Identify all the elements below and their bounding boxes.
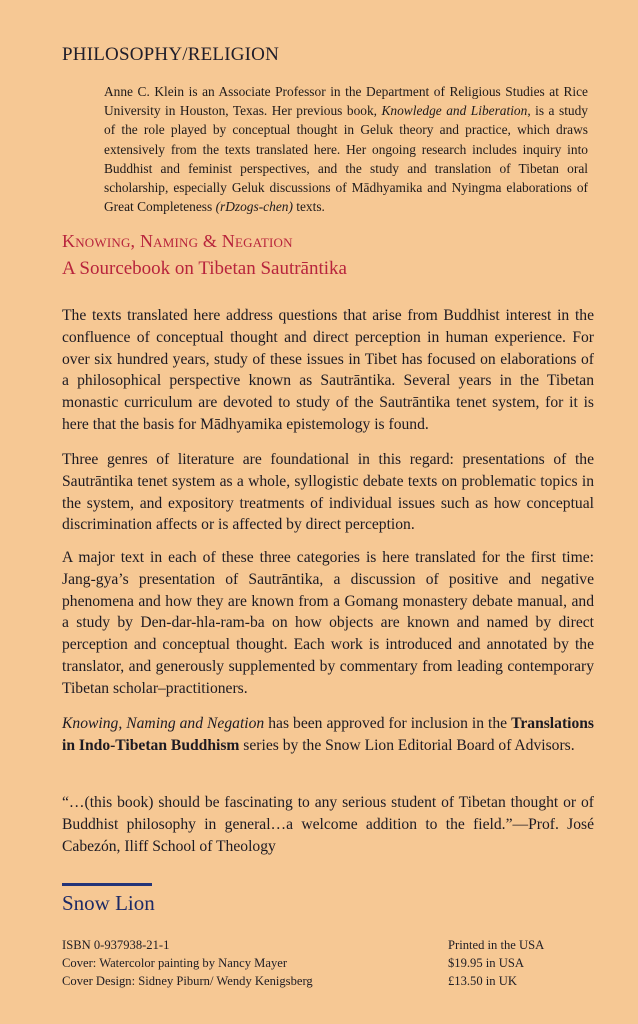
bio-text-2: , is a study of the role played by conceptual thought in Geluk theory and practice, which draws extensively from the texts translated here. Her ongoing research includes inquiry into Buddhist and feminist perspectives, and the study and translation of Tibetan oral scholarship, especially Geluk discussions of Mādhyamika and Nyingma elaborations of Great Completeness: [104, 103, 588, 215]
series-paragraph: [62, 713, 594, 757]
description-paragraph-2: Three genres of literature are foundational in this regard: presentations of the Sautrāntika tenet system as a whole, syllogistic debate texts on problematic topics in the system, and expository treatments of individual issues such as how conceptual discrimination affects or is affected by direct perception.: [62, 451, 594, 534]
series-text-mid: has been approved for inclusion in the: [264, 715, 512, 732]
series-text-end: series by the Snow Lion Editorial Board of Advisors.: [239, 736, 575, 754]
price-usa: $19.95 in USA: [448, 956, 524, 970]
author-bio: [104, 82, 588, 216]
bio-term: (rDzogs-chen): [215, 199, 293, 215]
bio-book-title: Knowledge and Liberation: [381, 103, 528, 119]
price-info: [448, 936, 544, 990]
price-uk: £13.50 in UK: [448, 974, 517, 988]
publisher-rule: [62, 883, 152, 886]
review-quote: “…(this book) should be fascinating to any serious student of Tibetan thought or of Buddhist philosophy in general…a welcome addition to the field.”—Prof. José Cabezón, Iliff School of Theology: [62, 794, 594, 855]
book-credits: [62, 936, 313, 990]
book-title: Knowing, Naming & Negation: [62, 231, 293, 251]
series-name: Translations in Indo-Tibetan Buddhism: [62, 715, 595, 754]
book-subtitle: A Sourcebook on Tibetan Sautrāntika: [62, 258, 347, 279]
description-paragraph-1: The texts translated here address questions that arise from Buddhist interest in the confluence of conceptual thought and direct perception in human experience. For over six hundred years, study of these issues in Tibet has focused on elaborations of a philosophical perspective known as Sautrāntika. Several years in the Tibetan monastic curriculum are devoted to study of the Sautrāntika tenet system, for it is here that the basis for Mādhyamika epistemology is found.: [62, 307, 594, 433]
category-label: PHILOSOPHY/RELIGION: [62, 44, 280, 65]
cover-credit: Cover: Watercolor painting by Nancy Mayer: [62, 956, 288, 970]
design-credit: Cover Design: Sidney Piburn/ Wendy Kenigsberg: [62, 974, 313, 988]
publisher-name: Snow Lion: [62, 891, 155, 915]
series-book-title: Knowing, Naming and Negation: [62, 715, 265, 732]
bio-text-3: texts.: [292, 199, 325, 215]
description-paragraph-3: A major text in each of these three categories is here translated for the first time: Jang-gya’s presentation of Sautrāntika, a discussion of positive and negative phenomena and how they are known from a Gomang monastery debate manual, and a study by Den-dar-hla-ram-ba on how objects are known and named by direct perception and conceptual thought. Each work is introduced and annotated by the translator, and generously supplemented by commentary from leading contemporary Tibetan scholar–practitioners.: [62, 549, 594, 697]
bio-text-1: Anne C. Klein is an Associate Professor in the Department of Religious Studies at Rice University in Houston, Texas. Her previous book,: [104, 84, 588, 119]
isbn: ISBN 0-937938-21-1: [62, 938, 170, 952]
printed-in: Printed in the USA: [448, 938, 545, 952]
